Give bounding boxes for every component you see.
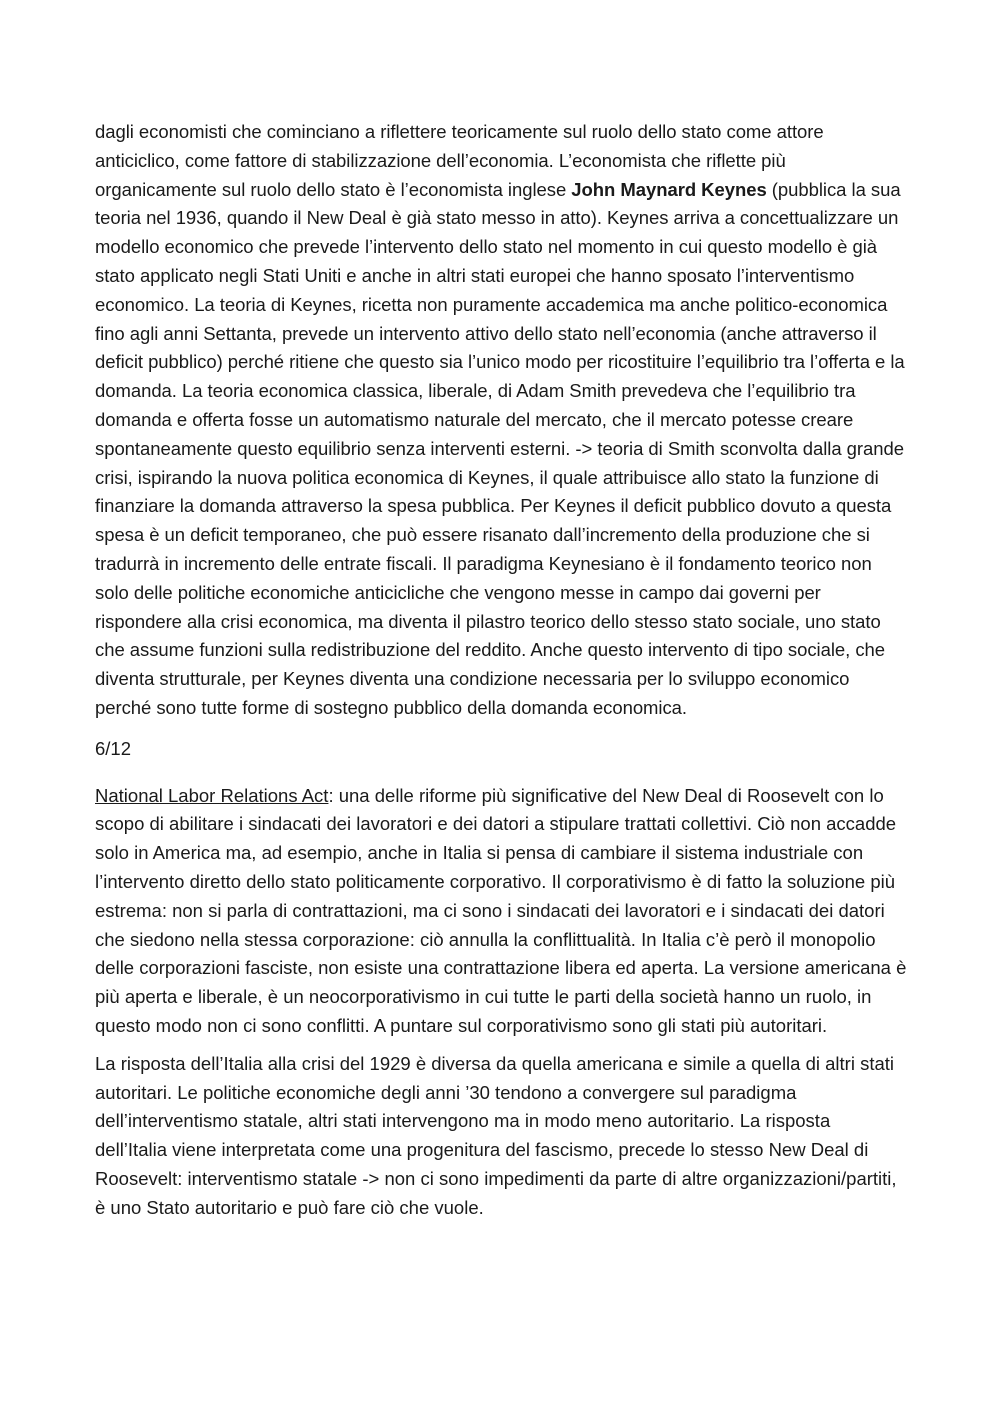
paragraph-labor-act	[95, 782, 907, 1041]
paragraph-keynes	[95, 118, 907, 723]
document-page	[95, 118, 907, 1222]
paragraph-labor-act-text: : una delle riforme più significative del New Deal di Roosevelt con lo scopo di abilitare i sindacati dei lavoratori e dei datori a stipulare trattati collettivi. Ciò non accadde solo in America ma, ad esempio, anche in Italia si pensa di cambiare il sistema industriale con l’intervento diretto dello stato politicamente corporativo. Il corporativismo è di fatto la soluzione più estrema: non si parla di contrattazioni, ma ci sono i sindacati dei lavoratori e i sindacati dei datori che siedono nella stessa corporazione: ciò annulla la conflittualità. In Italia c’è però il monopolio delle corporazioni fasciste, non esiste una contrattazione libera ed aperta. La versione americana è più aperta e liberale, è un neocorporativismo in cui tutte le parti della società hanno un ruolo, in questo modo non ci sono conflitti. A puntare sul corporativismo sono gli stati più autoritari.	[95, 784, 907, 1036]
paragraph-keynes-text-start: dagli economisti che cominciano a riflettere teoricamente sul ruolo dello stato come attore anticiclico, come fattore di stabilizzazione dell’economia. L’economista che riflette più organicamente sul ruolo dello stato è l’economista inglese	[95, 121, 824, 200]
page-number: 6/12	[95, 737, 132, 759]
paragraph-keynes-text-end: (pubblica la sua teoria nel 1936, quando il New Deal è già stato messo in atto). Keynes arriva a concettualizzare un modello economico che prevede l’intervento dello stato nel momento in cui questo modello è già stato applicato negli Stati Uniti e anche in altri stati europei che hanno sposato l’interventismo economico. La teoria di Keynes, ricetta non puramente accademica ma anche politico-economica fino agli anni Settanta, prevede un intervento attivo dello stato nell’economia (anche attraverso il deficit pubblico) perché ritiene che questo sia l’unico modo per ricostituire l’equilibrio tra l’offerta e la domanda. La teoria economica classica, liberale, di Adam Smith prevedeva che l’equilibrio tra domanda e offerta fosse un automatismo naturale del mercato, che il mercato potesse creare spontaneamente questo equilibrio senza interventi esterni. -> teoria di Smith sconvolta dalla grande crisi, ispirando la nuova politica economica di Keynes, il quale attribuisce allo stato la funzione di finanziare la domanda attraverso la spesa pubblica. Per Keynes il deficit pubblico dovuto a questa spesa è un deficit temporaneo, che può essere risanato dall’incremento della produzione che si tradurrà in incremento delle entrate fiscali. Il paradigma Keynesiano è il fondamento teorico non solo delle politiche economiche anticicliche che vengono messe in campo dai governi per rispondere alla crisi economica, ma diventa il pilastro teorico dello stesso stato sociale, uno stato che assume funzioni sulla redistribuzione del reddito. Anche questo intervento di tipo sociale, che diventa strutturale, per Keynes diventa una condizione necessaria per lo sviluppo economico perché sono tutte forme di sostegno pubblico della domanda economica.	[95, 178, 905, 718]
paragraph-italy-response: La risposta dell’Italia alla crisi del 1929 è diversa da quella americana e simile a quella di altri stati autoritari. Le politiche economiche degli anni ’30 tendono a convergere sul paradigma dell’interventismo statale, altri stati intervengono ma in modo meno autoritario. La risposta dell’Italia viene interpretata come una progenitura del fascismo, precede lo stesso New Deal di Roosevelt: interventismo statale -> non ci sono impedimenti da parte di altre organizzazioni/partiti, è uno Stato autoritario e può fare ciò che vuole.	[95, 1052, 897, 1218]
labor-act-term-underlined: National Labor Relations Act	[95, 784, 329, 806]
keynes-name-bold: John Maynard Keynes	[571, 178, 767, 200]
